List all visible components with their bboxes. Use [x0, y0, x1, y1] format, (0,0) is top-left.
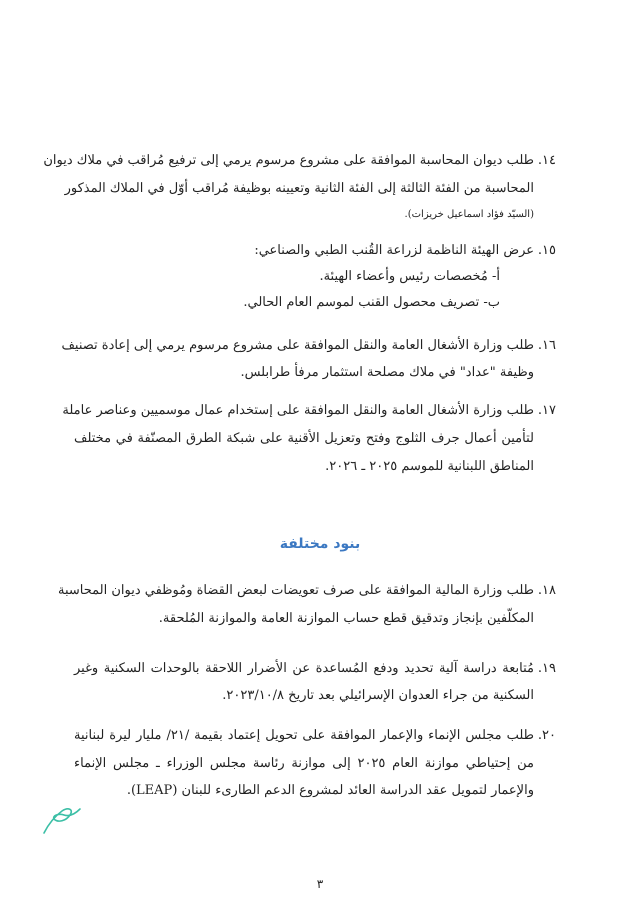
item-line: السكنية من جراء العدوان الإسرائيلي بعد تاريخ ٢٠٢٣/١٠/٨.	[222, 688, 534, 703]
item-line: المحاسبة من الفئة الثالثة إلى الفئة الثانية وتعيينه بوظيفة مُراقب أوّل في الملاك المذكور	[64, 181, 534, 196]
signature-mark	[40, 803, 84, 839]
sub-item: أ- مُخصصات رئيس وأعضاء الهيئة.	[319, 269, 500, 284]
item-line: المناطق اللبنانية للموسم ٢٠٢٥ ـ ٢٠٢٦.	[325, 459, 534, 474]
item-number: ١٤.	[537, 153, 556, 168]
item-line: طلب مجلس الإنماء والإعمار الموافقة على تحويل إعتماد بقيمة /٢١/ مليار ليرة لبنانية	[74, 728, 534, 743]
item-title: عرض الهيئة الناظمة لزراعة القُنب الطبي والصناعي:	[254, 243, 534, 258]
item-note: (السيّد فؤاد اسماعيل خريزات).	[404, 209, 534, 220]
item-line: مُتابعة دراسة آلية تحديد ودفع المُساعدة عن الأضرار اللاحقة بالوحدات السكنية وغير	[74, 661, 534, 676]
item-line: وظيفة "عداد" في ملاك مصلحة استثمار مرفأ طرابلس.	[240, 365, 534, 380]
item-line: المكلّفين بإنجاز وتدقيق قطع حساب الموازنة العامة والموازنة المُلحقة.	[158, 611, 534, 626]
item-line: طلب ديوان المحاسبة الموافقة على مشروع مرسوم يرمي إلى ترفيع مُراقب في ملاك ديوان	[43, 153, 534, 168]
item-line: لتأمين أعمال جرف الثلوج وفتح وتعزيل الأقنية على شبكة الطرق المصنّفة في مختلف	[74, 431, 534, 446]
item-line: طلب وزارة الأشغال العامة والنقل الموافقة على إستخدام عمال موسميين وعناصر عاملة	[62, 403, 534, 418]
item-number: ١٧.	[537, 403, 556, 418]
item-number: ٢٠.	[537, 728, 556, 743]
item-number: ١٨.	[537, 583, 556, 598]
item-number: ١٦.	[537, 338, 556, 353]
item-line: طلب وزارة المالية الموافقة على صرف تعويضات لبعض القضاة ومُوظفي ديوان المحاسبة	[58, 583, 534, 598]
sub-item: ب- تصريف محصول القنب لموسم العام الحالي.	[243, 295, 500, 310]
item-number: ١٩.	[537, 661, 556, 676]
page-number: ٣	[316, 877, 324, 891]
item-line: من إحتياطي موازنة العام ٢٠٢٥ إلى موازنة رئاسة مجلس الوزراء ـ مجلس الإنماء	[74, 756, 534, 771]
item-number: ١٥.	[537, 243, 556, 258]
item-line: طلب وزارة الأشغال العامة والنقل الموافقة على مشروع مرسوم يرمي إلى إعادة تصنيف	[61, 338, 534, 353]
item-line: والإعمار لتمويل عقد الدراسة العائد لمشروع الدعم الطارىء للبنان (LEAP).	[126, 783, 534, 798]
section-heading: بنود مختلفة	[279, 536, 361, 552]
